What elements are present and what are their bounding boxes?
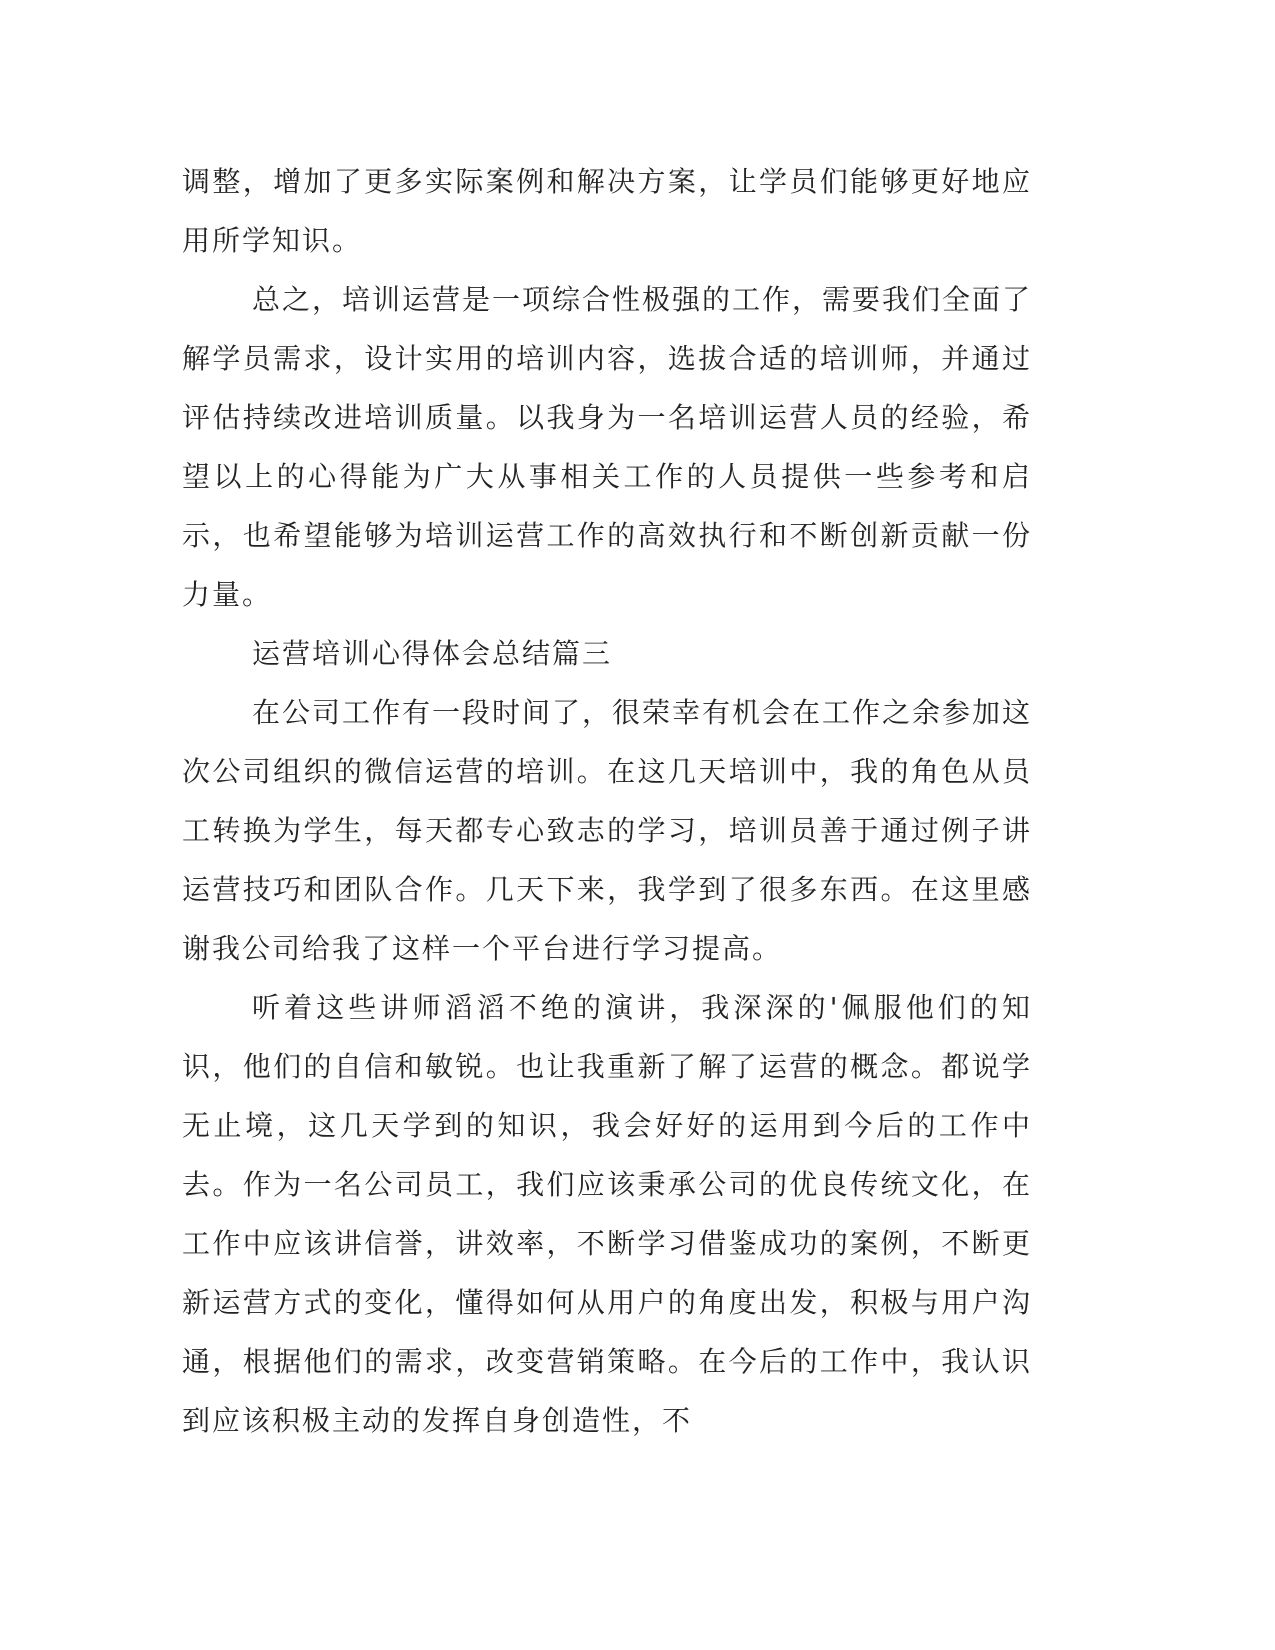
paragraph-3: 在公司工作有一段时间了，很荣幸有机会在工作之余参加这次公司组织的微信运营的培训。在这几天培训中，我的角色从员工转换为学生，每天都专心致志的学习，培训员善于通过例子讲运营技巧和团队合作。几天下来，我学到了很多东西。在这里感谢我公司给我了这样一个平台进行学习提高。	[182, 696, 1033, 965]
document-body	[182, 152, 1032, 1450]
section-heading: 运营培训心得体会总结篇三	[252, 637, 613, 670]
paragraph-4: 听着这些讲师滔滔不绝的演讲，我深深的'佩服他们的知识，他们的自信和敏锐。也让我重新了解了运营的概念。都说学无止境，这几天学到的知识，我会好好的运用到今后的工作中去。作为一名公司员工，我们应该秉承公司的优良传统文化，在工作中应该讲信誉，讲效率，不断学习借鉴成功的案例，不断更新运营方式的变化，懂得如何从用户的角度出发，积极与用户沟通，根据他们的需求，改变营销策略。在今后的工作中，我认识到应该积极主动的发挥自身创造性，不	[182, 991, 1032, 1437]
paragraph-2: 总之，培训运营是一项综合性极强的工作，需要我们全面了解学员需求，设计实用的培训内容，选拔合适的培训师，并通过评估持续改进培训质量。以我身为一名培训运营人员的经验，希望以上的心得能为广大从事相关工作的人员提供一些参考和启示，也希望能够为培训运营工作的高效执行和不断创新贡献一份力量。	[182, 283, 1033, 611]
paragraph-1: 调整，增加了更多实际案例和解决方案，让学员们能够更好地应用所学知识。	[182, 165, 1032, 257]
